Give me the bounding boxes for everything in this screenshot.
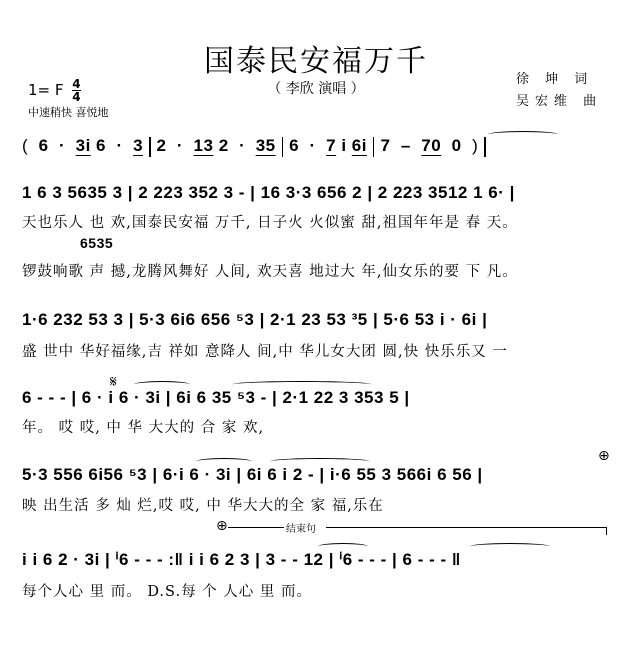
coda-icon: ⊕ [216, 518, 228, 534]
slur [196, 458, 252, 465]
lyrics-line-3: 年。 哎 哎, 中 华 大大的 合 家 欢, [22, 420, 265, 436]
slur [270, 458, 370, 465]
performer: （ 李欣 演唱 ） [267, 81, 365, 97]
ending-bracket-line [326, 527, 606, 528]
score-line-4: 5·3 556 6i56 ⁵3 | 6·i 6 · 3i | 6i 6 i 2 - | i·6 55 3 566i 6 56 | [22, 465, 483, 484]
slur [134, 381, 190, 388]
lyrics-line-1-verse-1: 天也乐人 也 欢,国泰民安福 万千, 日子火 火似蜜 甜,祖国年年是 春 天。 [22, 215, 518, 231]
score-line-1: 1 6 3 5635 3 | 2 223 352 3 - | 16 3·3 656 2 | 2 223 3512 1 6· | [22, 183, 515, 202]
tempo-marking: 中速稍快 喜悦地 [28, 106, 109, 119]
tie [318, 543, 368, 550]
lyrics-line-1-verse-2: 锣鼓响歌 声 撼,龙腾风舞好 人间, 欢天喜 地过大 年,仙女乐的要 下 凡。 [22, 264, 518, 280]
ending-bracket-tick [606, 527, 607, 535]
ending-label: 结束句 [286, 524, 316, 535]
segno-icon: 𝄋 [110, 372, 117, 391]
time-signature: $\frac{4}{4}$ [72, 77, 81, 104]
song-title: 国泰民安福万千 [204, 44, 428, 79]
slur [232, 381, 372, 388]
score-line-5: i i 6 2 · 3i | ⁱ6 - - - :‖ i i 6 2 3 | 3 - - 12 | ⁱ6 - - - | 6 - - - ‖ [22, 550, 461, 569]
key-label: 1= F [28, 81, 64, 99]
score-line-3: 6 - - - | 6 · i 6 · 3i | 6i 6 35 ⁵3 - | 2·1 22 3 353 5 | [22, 388, 410, 407]
coda-icon: ⊕ [598, 448, 610, 464]
lyrics-line-4: 映 出生活 多 灿 烂,哎 哎, 中 华大大的全 家 福,乐在 [22, 498, 384, 514]
variant-notes: 6535 [80, 235, 114, 251]
score-line-intro: ( 6 · 3i 6 · 3 2 · 13 2 · 35 6 · 7 i 6i 7 – 70 0 ) [22, 136, 618, 157]
lyrics-line-5: 每个人心 里 而。 D.S.每 个 人心 里 而。 [22, 584, 313, 600]
key-signature [28, 78, 81, 103]
lyrics-line-2: 盛 世中 华好福缘,吉 祥如 意降人 间,中 华儿女大团 圆,快 快乐乐又 一 [22, 344, 508, 360]
tie-slur [488, 131, 558, 138]
tie [470, 543, 550, 550]
composer: 吴宏维 曲 [516, 94, 603, 109]
lyricist: 徐 坤 词 [516, 72, 594, 87]
score-line-2: 1·6 232 53 3 | 5·3 6i6 656 ⁵3 | 2·1 23 53 ³5 | 5·6 53 i · 6i | [22, 310, 488, 329]
ending-bracket-line [228, 527, 284, 528]
